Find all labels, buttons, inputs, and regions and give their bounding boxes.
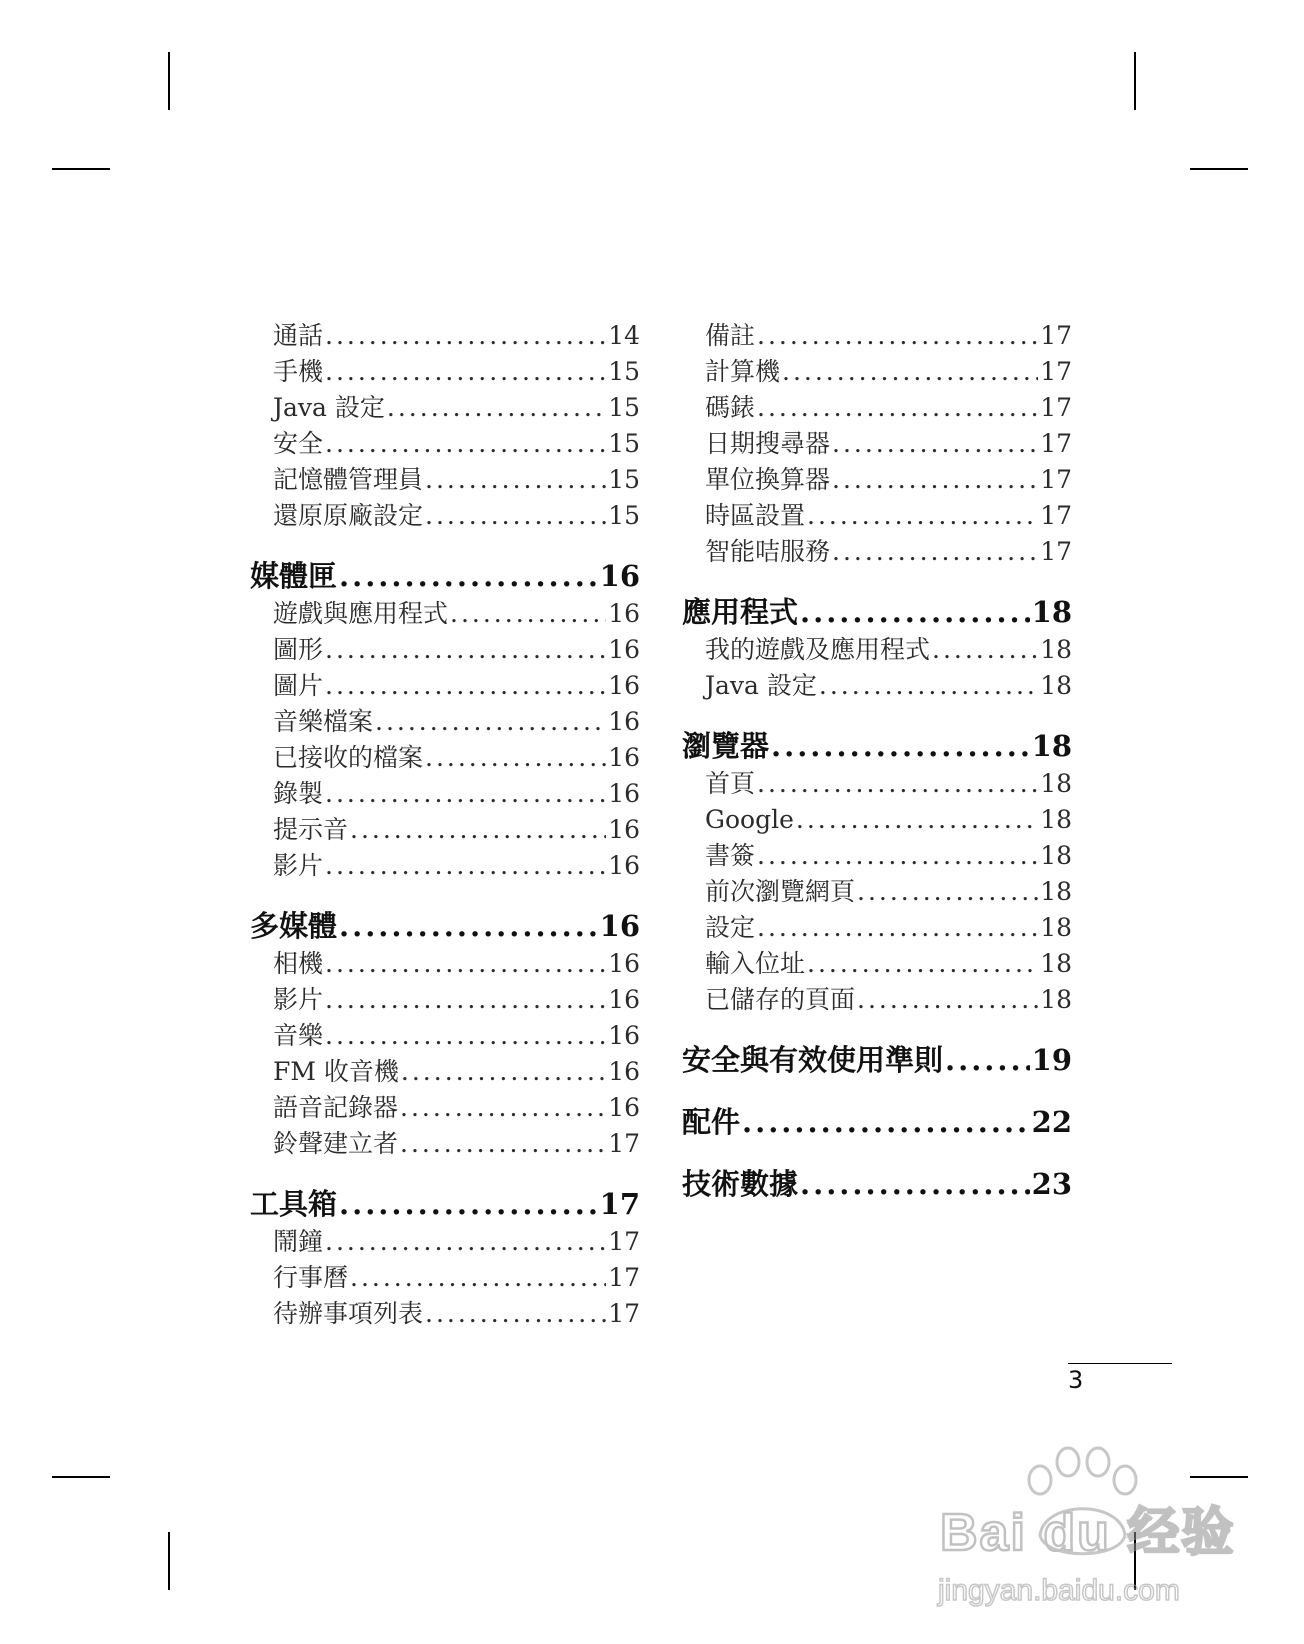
toc-entry[interactable]: [250, 1224, 640, 1260]
toc-entry-page: 16: [608, 1093, 640, 1122]
toc-entry-page: 18: [1040, 635, 1072, 664]
toc-entry-page: 17: [1040, 321, 1072, 350]
toc-entry-page: 18: [1040, 877, 1072, 906]
toc-entry-label: 計算機: [705, 357, 781, 386]
toc-entry[interactable]: [250, 740, 640, 776]
dot-leader: [325, 668, 606, 704]
toc-entry[interactable]: [682, 632, 1072, 668]
crop-mark: [52, 1476, 110, 1478]
toc-entry-label: 手機: [273, 357, 324, 386]
toc-entry[interactable]: [250, 848, 640, 884]
dot-leader: [945, 1040, 1030, 1080]
toc-entry-label: 智能咭服務: [705, 537, 831, 566]
dot-leader: [757, 910, 1038, 946]
dot-leader: [325, 946, 606, 982]
toc-entry-page: 18: [1040, 913, 1072, 942]
toc-entry-label: 遊戲與應用程式: [273, 599, 449, 628]
toc-entry[interactable]: [250, 462, 640, 498]
section-spacer: [682, 704, 1072, 726]
toc-entry[interactable]: [250, 704, 640, 740]
page-number: 3: [1068, 1366, 1084, 1394]
toc-entry-label: Java 設定: [705, 671, 817, 700]
dot-leader: [757, 766, 1038, 802]
toc-entry-page: 16: [608, 707, 640, 736]
toc-entry[interactable]: [250, 1260, 640, 1296]
dot-leader: [339, 1184, 598, 1224]
dot-leader: [782, 354, 1038, 390]
toc-entry-page: 17: [1040, 393, 1072, 422]
toc-entry-label: 語音記錄器: [273, 1093, 399, 1122]
watermark-brand: Bai du 经验: [940, 1504, 1236, 1562]
toc-entry-label: 音樂: [273, 1021, 324, 1050]
section-spacer: [682, 1080, 1072, 1102]
toc-section-heading[interactable]: [250, 556, 640, 596]
toc-entry-page: 17: [608, 1299, 640, 1328]
dot-leader: [800, 592, 1030, 632]
toc-entry[interactable]: [682, 874, 1072, 910]
toc-entry-label: 記憶體管理員: [273, 465, 424, 494]
toc-entry[interactable]: [250, 426, 640, 462]
toc-section-heading[interactable]: [682, 1164, 1072, 1204]
toc-entry[interactable]: [250, 354, 640, 390]
section-spacer: [250, 534, 640, 556]
section-spacer: [250, 884, 640, 906]
section-spacer: [682, 570, 1072, 592]
dot-leader: [425, 740, 606, 776]
dot-leader: [857, 982, 1038, 1018]
toc-entry-page: 16: [608, 1057, 640, 1086]
toc-entry[interactable]: [250, 1126, 640, 1162]
dot-leader: [932, 632, 1038, 668]
toc-entry-page: 18: [1031, 729, 1072, 763]
dot-leader: [757, 390, 1038, 426]
toc-entry-page: 17: [1040, 465, 1072, 494]
section-spacer: [250, 1162, 640, 1184]
toc-entry-label: 我的遊戲及應用程式: [705, 635, 931, 664]
toc-entry-page: 16: [608, 815, 640, 844]
toc-entry-label: 安全與有效使用準則: [682, 1043, 944, 1077]
toc-entry-page: 18: [1040, 671, 1072, 700]
toc-entry-label: 鬧鐘: [273, 1227, 324, 1256]
toc-entry-page: 15: [608, 465, 640, 494]
toc-entry[interactable]: [250, 596, 640, 632]
dot-leader: [350, 1260, 606, 1296]
toc-entry-label: 已儲存的頁面: [705, 985, 856, 1014]
toc-entry-label: 提示音: [273, 815, 349, 844]
toc-entry-page: 22: [1031, 1105, 1072, 1139]
toc-entry-page: 17: [1040, 501, 1072, 530]
toc-entry-page: 18: [1040, 949, 1072, 978]
toc-entry-label: 安全: [273, 429, 324, 458]
toc-entry-page: 16: [608, 635, 640, 664]
crop-mark: [52, 168, 110, 170]
toc-entry-label: 音樂檔案: [273, 707, 374, 736]
toc-entry[interactable]: [682, 354, 1072, 390]
dot-leader: [325, 982, 606, 1018]
toc-entry-page: 16: [608, 949, 640, 978]
dot-leader: [807, 498, 1038, 534]
toc-entry-page: 18: [1040, 805, 1072, 834]
dot-leader: [757, 318, 1038, 354]
dot-leader: [325, 426, 606, 462]
toc-entry-page: 18: [1040, 985, 1072, 1014]
toc-entry-page: 15: [608, 429, 640, 458]
toc-entry-page: 17: [608, 1129, 640, 1158]
toc-entry-label: FM 收音機: [273, 1057, 399, 1086]
toc-entry[interactable]: [682, 946, 1072, 982]
toc-section-heading[interactable]: [682, 726, 1072, 766]
toc-entry-label: 輸入位址: [705, 949, 806, 978]
toc-entry-page: 16: [599, 559, 640, 593]
toc-entry-page: 17: [608, 1263, 640, 1292]
dot-leader: [425, 462, 606, 498]
toc-entry-label: 通話: [273, 321, 324, 350]
toc-entry-page: 16: [608, 671, 640, 700]
dot-leader: [819, 668, 1038, 704]
toc-entry-page: 17: [1040, 357, 1072, 386]
toc-entry[interactable]: [250, 812, 640, 848]
toc-entry-page: 18: [1040, 841, 1072, 870]
dot-leader: [339, 556, 598, 596]
dot-leader: [425, 1296, 606, 1332]
dot-leader: [800, 1164, 1030, 1204]
toc-entry-label: 單位換算器: [705, 465, 831, 494]
dot-leader: [401, 1054, 606, 1090]
toc-entry[interactable]: [250, 1054, 640, 1090]
toc-entry-label: 多媒體: [250, 909, 338, 943]
toc-entry-page: 17: [1040, 429, 1072, 458]
crop-mark: [1134, 52, 1136, 110]
toc-entry[interactable]: [250, 668, 640, 704]
toc-entry-page: 16: [608, 1021, 640, 1050]
toc-entry[interactable]: [682, 534, 1072, 570]
toc-entry-page: 16: [608, 851, 640, 880]
toc-entry-label: 鈴聲建立者: [273, 1129, 399, 1158]
toc-entry-page: 14: [608, 321, 640, 350]
toc-entry-label: 圖片: [273, 671, 324, 700]
toc-section-heading[interactable]: [682, 1040, 1072, 1080]
toc-entry-page: 16: [608, 743, 640, 772]
toc-entry-label: 日期搜尋器: [705, 429, 831, 458]
toc-entry-label: 配件: [682, 1105, 741, 1139]
toc-entry[interactable]: [682, 426, 1072, 462]
toc-entry-page: 15: [608, 393, 640, 422]
toc-entry[interactable]: [682, 498, 1072, 534]
toc-entry-page: 15: [608, 501, 640, 530]
toc-entry-page: 17: [608, 1227, 640, 1256]
dot-leader: [325, 1224, 606, 1260]
toc-entry-label: 錄製: [273, 779, 324, 808]
toc-entry-label: 時區設置: [705, 501, 806, 530]
toc-entry[interactable]: [682, 982, 1072, 1018]
dot-leader: [350, 812, 606, 848]
toc-entry-page: 19: [1031, 1043, 1072, 1077]
toc-entry-label: 瀏覽器: [682, 729, 770, 763]
dot-leader: [400, 1126, 606, 1162]
toc-entry[interactable]: [682, 668, 1072, 704]
toc-entry[interactable]: [682, 910, 1072, 946]
toc-entry-label: 工具箱: [250, 1187, 338, 1221]
section-spacer: [682, 1018, 1072, 1040]
toc-right-column: [682, 318, 1072, 1204]
toc-entry-page: 18: [1040, 769, 1072, 798]
toc-entry[interactable]: [250, 1090, 640, 1126]
dot-leader: [400, 1090, 606, 1126]
toc-entry-label: 首頁: [705, 769, 756, 798]
toc-section-heading[interactable]: [682, 1102, 1072, 1142]
toc-entry-label: 前次瀏覽網頁: [705, 877, 856, 906]
toc-entry-label: Google: [705, 805, 794, 834]
dot-leader: [832, 534, 1038, 570]
toc-entry-label: 圖形: [273, 635, 324, 664]
dot-leader: [325, 1018, 606, 1054]
toc-entry-page: 16: [608, 779, 640, 808]
baidu-jingyan-watermark: [920, 1440, 1240, 1620]
page-number-rule: [1068, 1363, 1172, 1364]
toc-entry-label: 備註: [705, 321, 756, 350]
dot-leader: [832, 462, 1038, 498]
toc-entry[interactable]: [250, 1018, 640, 1054]
toc-entry-label: 媒體匣: [250, 559, 338, 593]
dot-leader: [757, 838, 1038, 874]
crop-mark: [1190, 168, 1248, 170]
toc-left-column: [250, 318, 640, 1332]
dot-leader: [832, 426, 1038, 462]
toc-entry[interactable]: [250, 982, 640, 1018]
toc-entry-label: 技術數據: [682, 1167, 799, 1201]
toc-entry[interactable]: [682, 838, 1072, 874]
dot-leader: [857, 874, 1038, 910]
dot-leader: [339, 906, 598, 946]
toc-entry-page: 16: [608, 599, 640, 628]
toc-entry-label: 還原原廠設定: [273, 501, 424, 530]
crop-mark: [168, 52, 170, 110]
toc-entry-label: 已接收的檔案: [273, 743, 424, 772]
toc-entry-label: 應用程式: [682, 595, 799, 629]
toc-entry-page: 17: [1040, 537, 1072, 566]
toc-entry[interactable]: [682, 390, 1072, 426]
dot-leader: [796, 802, 1038, 838]
toc-section-heading[interactable]: [250, 906, 640, 946]
dot-leader: [807, 946, 1038, 982]
dot-leader: [375, 704, 606, 740]
section-spacer: [682, 1142, 1072, 1164]
toc-entry[interactable]: [250, 390, 640, 426]
toc-entry[interactable]: [250, 1296, 640, 1332]
toc-entry-label: 行事曆: [273, 1263, 349, 1292]
toc-entry-page: 17: [599, 1187, 640, 1221]
toc-entry-page: 15: [608, 357, 640, 386]
toc-entry-label: Java 設定: [273, 393, 385, 422]
toc-entry[interactable]: [682, 462, 1072, 498]
toc-entry[interactable]: [250, 946, 640, 982]
toc-entry[interactable]: [250, 498, 640, 534]
toc-entry-label: 相機: [273, 949, 324, 978]
toc-entry[interactable]: [682, 766, 1072, 802]
dot-leader: [771, 726, 1030, 766]
toc-entry[interactable]: [250, 318, 640, 354]
toc-entry-page: 18: [1031, 595, 1072, 629]
toc-section-heading[interactable]: [250, 1184, 640, 1224]
dot-leader: [325, 318, 606, 354]
toc-entry-page: 16: [599, 909, 640, 943]
toc-entry-label: 影片: [273, 851, 324, 880]
dot-leader: [325, 776, 606, 812]
toc-entry[interactable]: [250, 776, 640, 812]
dot-leader: [325, 632, 606, 668]
toc-entry-label: 待辦事項列表: [273, 1299, 424, 1328]
dot-leader: [425, 498, 606, 534]
toc-entry[interactable]: [682, 802, 1072, 838]
dot-leader: [742, 1102, 1030, 1142]
toc-entry-label: 書簽: [705, 841, 756, 870]
toc-entry-label: 碼錶: [705, 393, 756, 422]
toc-entry[interactable]: [682, 318, 1072, 354]
toc-entry-label: 影片: [273, 985, 324, 1014]
toc-entry-label: 設定: [705, 913, 756, 942]
toc-entry[interactable]: [250, 632, 640, 668]
dot-leader: [325, 848, 606, 884]
dot-leader: [387, 390, 606, 426]
watermark-url: jingyan.baidu.com: [938, 1574, 1180, 1607]
toc-entry-page: 23: [1031, 1167, 1072, 1201]
dot-leader: [325, 354, 606, 390]
toc-entry-page: 16: [608, 985, 640, 1014]
dot-leader: [450, 596, 606, 632]
toc-section-heading[interactable]: [682, 592, 1072, 632]
crop-mark: [168, 1532, 170, 1590]
